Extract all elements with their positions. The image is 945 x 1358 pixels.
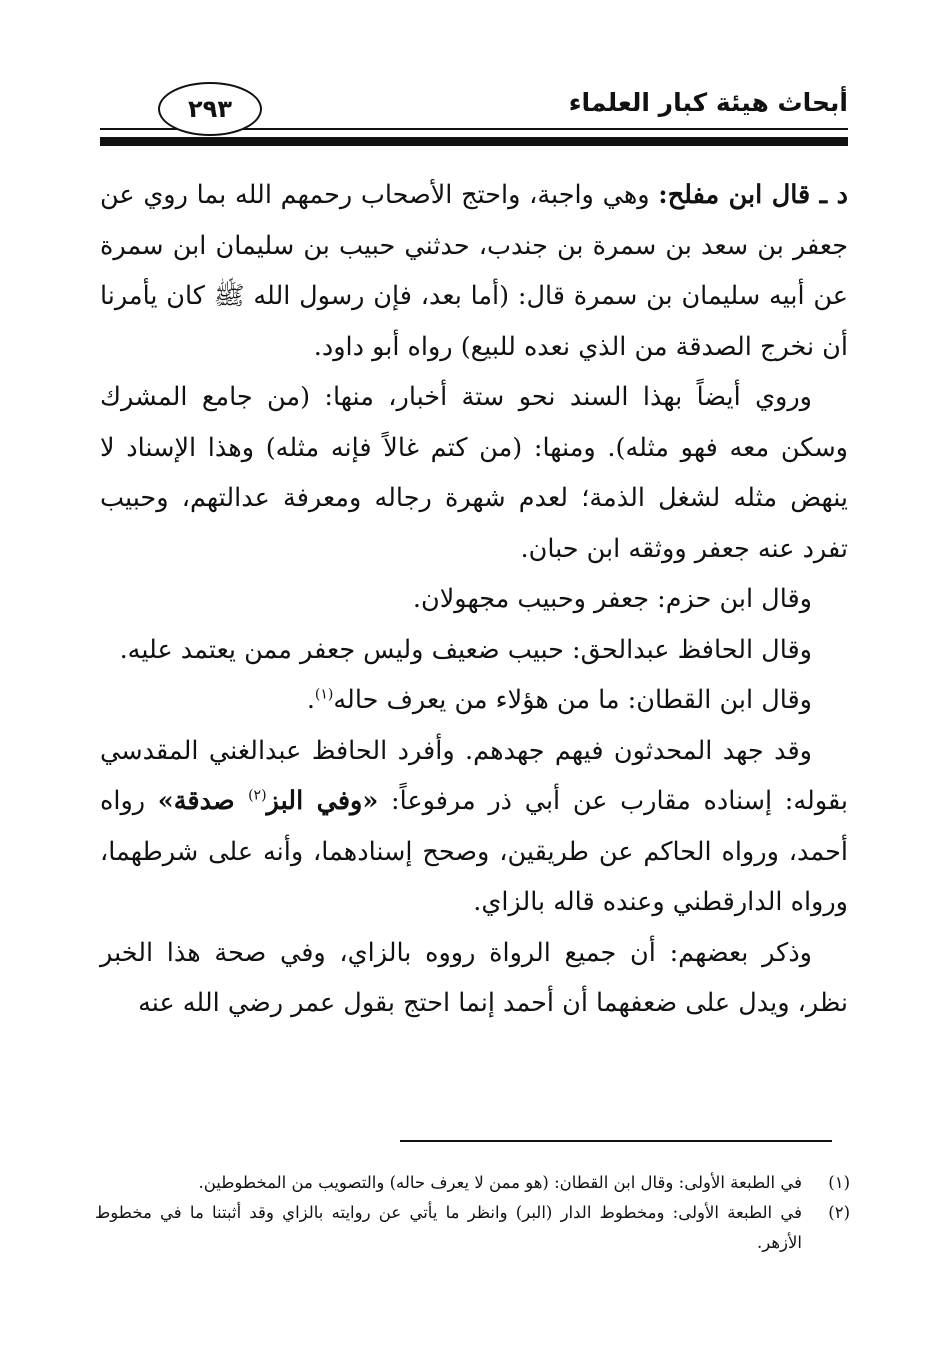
paragraph-5-end: . — [306, 685, 315, 715]
footnote-separator — [400, 1140, 832, 1142]
paragraph-1-text: وهي واجبة، واحتج الأصحاب رحمهم الله بما روي عن جعفر بن سعد بن سمرة بن جندب، حدثني حبيب بن سليمان ابن سمرة عن أبيه سليمان بن سمرة قال: (أما بعد، فإن رسول الله ﷺ كان يأمرنا أن نخرج الصدقة من الذي نعده للبيع) رواه أبو داود. — [100, 180, 848, 362]
paragraph-2: وروي أيضاً بهذا السند نحو ستة أخبار، منها: (من جامع المشرك وسكن معه فهو مثله). ومنها: (من كتم غالاً فإنه مثله) وهذا الإسناد لا ينهض مثله لشغل الذمة؛ لعدم شهرة رجاله ومعرفة عدالتهم، وحبيب تفرد عنه جعفر ووثقه ابن حبان. — [100, 382, 848, 564]
footnote-2-text: في الطبعة الأولى: ومخطوط الدار (البر) وانظر ما يأتي عن روايته بالزاي وقد أثبتنا ما في مخطوط الأزهر. — [95, 1203, 802, 1252]
page-number — [158, 82, 262, 136]
paragraph-7: وذكر بعضهم: أن جميع الرواة رووه بالزاي، وفي صحة هذا الخبر نظر، ويدل على ضعفهما أن أحمد إنما احتج بقول عمر رضي الله عنه — [100, 937, 848, 1018]
book-title: أبحاث هيئة كبار العلماء — [568, 88, 848, 117]
paragraph-5 — [100, 675, 848, 726]
footnote-1-number: (١) — [828, 1173, 850, 1192]
paragraph-5-text: وقال ابن القطان: ما من هؤلاء من يعرف حاله — [333, 685, 812, 715]
page-number-text: ٢٩٣ — [188, 95, 232, 123]
paragraph-1-lead: د ـ قال ابن مفلح: — [658, 180, 848, 210]
paragraph-6-quote-b: صدقة» — [157, 786, 249, 816]
paragraph-6-quote-a: «وفي البز — [266, 786, 379, 816]
paragraph-1 — [100, 170, 848, 372]
footnote-1 — [95, 1168, 850, 1198]
footnote-2-number: (٢) — [828, 1203, 850, 1222]
body-text — [100, 170, 848, 1029]
header-thick-rule — [100, 137, 848, 146]
footnote-ref-1: (١) — [314, 686, 334, 703]
footnotes — [95, 1168, 850, 1258]
footnote-ref-2: (٢) — [248, 787, 267, 804]
page-header — [100, 70, 848, 160]
paragraph-6-text-b: رواه أحمد، ورواه الحاكم عن طريقين، وصحح إسنادهما، وأنه على شرطهما، ورواه الدارقطني وعنده قاله بالزاي. — [100, 786, 848, 917]
paragraph-4: وقال الحافظ عبدالحق: حبيب ضعيف وليس جعفر ممن يعتمد عليه. — [119, 634, 812, 665]
footnote-2 — [95, 1198, 850, 1258]
paragraph-6-text-a: وقد جهد المحدثون فيهم جهدهم. وأفرد الحافظ عبدالغني المقدسي بقوله: إسناده مقارب عن أبي ذر مرفوعاً: — [100, 735, 848, 816]
paragraph-3: وقال ابن حزم: جعفر وحبيب مجهولان. — [412, 584, 812, 614]
paragraph-6 — [100, 726, 848, 928]
footnote-1-text: في الطبعة الأولى: وقال ابن القطان: (هو ممن لا يعرف حاله) والتصويب من المخطوطين. — [198, 1173, 802, 1192]
